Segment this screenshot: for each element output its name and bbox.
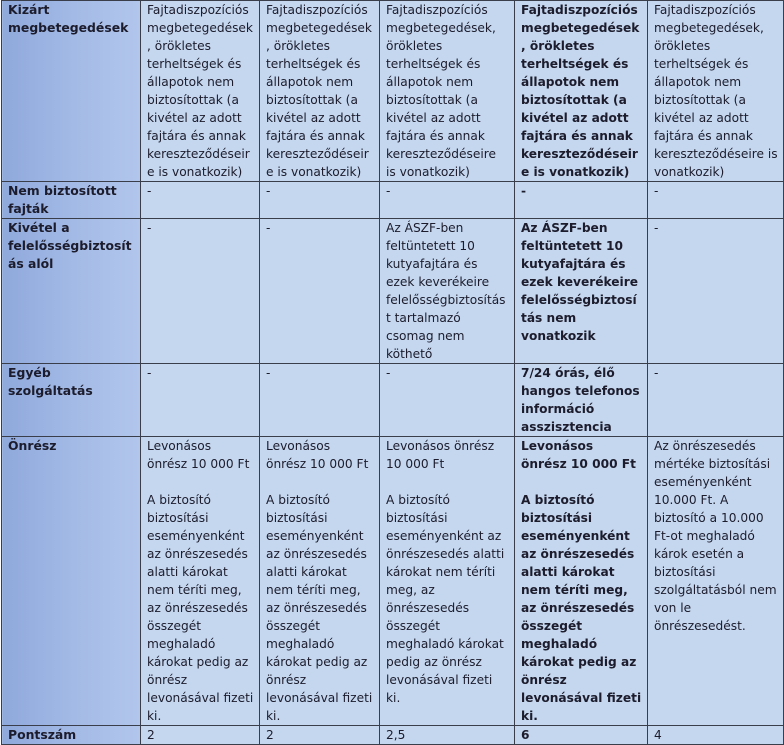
cell-deductible-2 (260, 437, 380, 726)
cell-deductible-5 (648, 437, 784, 726)
cell-score-1: 2 (141, 726, 260, 745)
deductible-amount: Levonásos önrész 10 000 Ft (266, 439, 369, 471)
row-liability-exception (2, 219, 784, 364)
insurance-comparison-table (1, 0, 784, 745)
cell-other-services-4: 7/24 órás, élő hangos telefonos információ asszisztencia (515, 364, 648, 437)
row-header-liability-exception: Kivétel a felelősségbiztosítás alól (2, 219, 141, 364)
cell-liability-exception-1: - (141, 219, 260, 364)
deductible-text: Az önrészesedés mértéke biztosítási eseményenként 10.000 Ft. A biztosító a 10.000 Ft-ot meghaladó károk esetén a biztosítási szolgáltatásból nem von le önrészesedést. (654, 439, 777, 633)
cell-liability-exception-3: Az ÁSZF-ben feltüntetett 10 kutyafajtára és ezek keverékeire felelősségbiztosítást tartalmazó csomag nem köthető (380, 219, 515, 364)
row-header-deductible: Önrész (2, 437, 141, 726)
deductible-note: A biztosító biztosítási eseményenként az önrészesedés alatti károkat nem téríti meg, az önrészesedés összegét meghaladó károkat pedig az önrész levonásával fizeti ki. (521, 493, 642, 723)
row-deductible (2, 437, 784, 726)
cell-excluded-diseases-4: Fajtadiszpozíciós megbetegedések, örökletes terheltségek és állapotok nem biztosítottak (a kivétel az adott fajtára és annak kereszteződéseire is vonatkozik) (515, 1, 648, 182)
deductible-amount: Levonásos önrész 10 000 Ft (521, 439, 636, 471)
row-header-other-services: Egyéb szolgáltatás (2, 364, 141, 437)
deductible-note: A biztosító biztosítási eseményenként az önrészesedés alatti károkat nem téríti meg, az önrészesedés összegét meghaladó károkat pedig az önrész levonásával fizeti ki. (266, 493, 373, 723)
cell-excluded-diseases-5: Fajtadiszpozíciós megbetegedések, örökletes terheltségek és állapotok nem biztosítottak (a kivétel az adott fajtára és annak kereszteződéseire is vonatkozik) (648, 1, 784, 182)
cell-excluded-diseases-1: Fajtadiszpozíciós megbetegedések, örökletes terheltségek és állapotok nem biztosítottak (a kivétel az adott fajtára és annak kereszteződéseire is vonatkozik) (141, 1, 260, 182)
row-score (2, 726, 784, 745)
cell-deductible-3 (380, 437, 515, 726)
row-header-score: Pontszám (2, 726, 141, 745)
cell-deductible-4 (515, 437, 648, 726)
cell-liability-exception-5: - (648, 219, 784, 364)
deductible-note: A biztosító biztosítási eseményenként az önrészesedés alatti károkat nem téríti meg, az önrészesedés összegét meghaladó károkat pedig az önrész levonásával fizeti ki. (386, 493, 505, 705)
cell-uninsured-breeds-1: - (141, 182, 260, 219)
cell-other-services-3: - (380, 364, 515, 437)
row-header-uninsured-breeds: Nem biztosított fajták (2, 182, 141, 219)
cell-score-4: 6 (515, 726, 648, 745)
cell-score-2: 2 (260, 726, 380, 745)
cell-other-services-2: - (260, 364, 380, 437)
cell-uninsured-breeds-3: - (380, 182, 515, 219)
cell-liability-exception-4: Az ÁSZF-ben feltüntetett 10 kutyafajtára és ezek keverékeire felelősségbiztosítás nem vonatkozik (515, 219, 648, 364)
row-excluded-diseases (2, 1, 784, 182)
cell-uninsured-breeds-2: - (260, 182, 380, 219)
cell-deductible-1 (141, 437, 260, 726)
cell-excluded-diseases-2: Fajtadiszpozíciós megbetegedések, örökletes terheltségek és állapotok nem biztosítottak (a kivétel az adott fajtára és annak kereszteződéseire is vonatkozik) (260, 1, 380, 182)
cell-score-5: 4 (648, 726, 784, 745)
cell-other-services-1: - (141, 364, 260, 437)
cell-uninsured-breeds-5: - (648, 182, 784, 219)
row-header-excluded-diseases: Kizárt megbetegedések (2, 1, 141, 182)
deductible-amount: Levonásos önrész 10 000 Ft (147, 439, 250, 471)
cell-excluded-diseases-3: Fajtadiszpozíciós megbetegedések, örökletes terheltségek és állapotok nem biztosítottak (a kivétel az adott fajtára és annak kereszteződéseire is vonatkozik) (380, 1, 515, 182)
cell-score-3: 2,5 (380, 726, 515, 745)
cell-liability-exception-2: - (260, 219, 380, 364)
deductible-amount: Levonásos önrész 10 000 Ft (386, 439, 495, 471)
row-other-services (2, 364, 784, 437)
cell-other-services-5: - (648, 364, 784, 437)
deductible-note: A biztosító biztosítási eseményenként az önrészesedés alatti károkat nem téríti meg, az önrészesedés összegét meghaladó károkat pedig az önrész levonásával fizeti ki. (147, 493, 254, 723)
cell-uninsured-breeds-4: - (515, 182, 648, 219)
row-uninsured-breeds (2, 182, 784, 219)
